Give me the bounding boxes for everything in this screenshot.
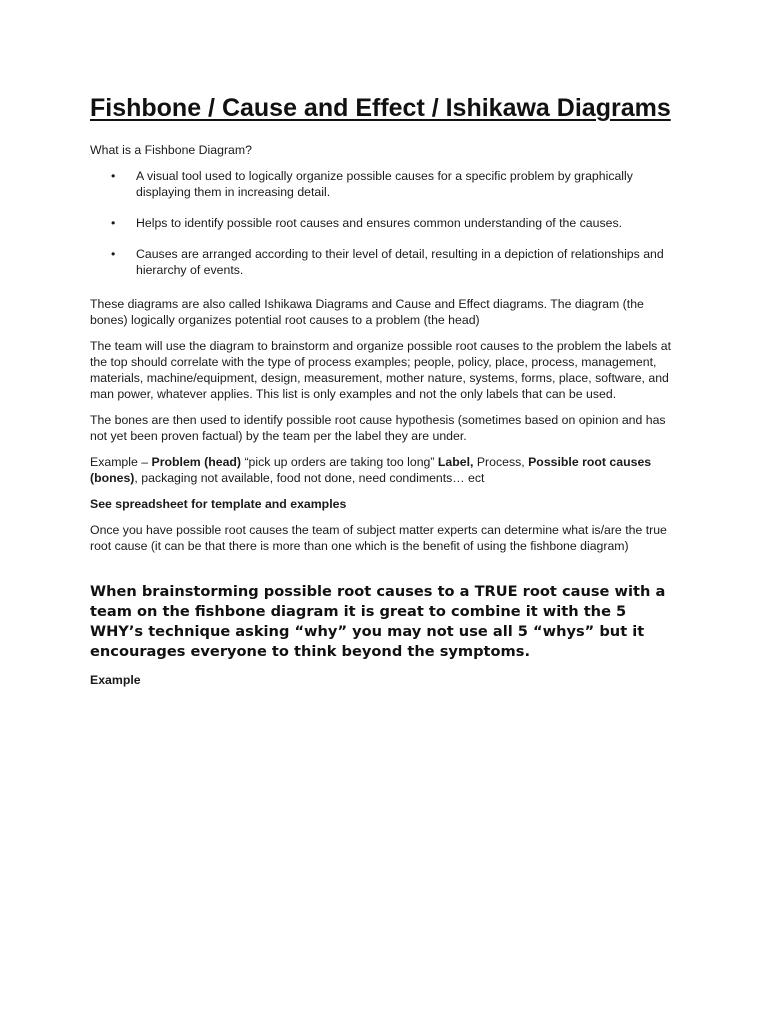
- example-paragraph: [90, 454, 680, 486]
- bullet-list: [90, 168, 680, 278]
- list-item-text: Helps to identify possible root causes and ensures common understanding of the causes.: [136, 216, 623, 230]
- label-text: Process,: [473, 455, 529, 469]
- intro-question: What is a Fishbone Diagram?: [90, 143, 252, 157]
- list-item-text: Causes are arranged according to their level of detail, resulting in a depiction of relationships and hierarchy of events.: [136, 247, 664, 277]
- list-item: [108, 246, 680, 278]
- example-heading: Example: [90, 673, 141, 687]
- list-item: [108, 168, 680, 200]
- paragraph-also-called: These diagrams are also called Ishikawa Diagrams and Cause and Effect diagrams. The diagram (the bones) logically organizes potential root causes to a problem (the head): [90, 297, 644, 327]
- paragraph-experts: Once you have possible root causes the team of subject matter experts can determine what is/are the true root cause (it can be that there is more than one which is the benefit of using the fishbone diagram): [90, 523, 667, 553]
- causes-label: Possible root causes (bones): [90, 455, 652, 485]
- problem-label: Problem (head): [151, 455, 242, 469]
- label-label: Label,: [437, 455, 474, 469]
- paragraph-team: The team will use the diagram to brainstorm and organize possible root causes to the problem the labels at the top should correlate with the type of process examples; people, policy, place, process, management, materials, machine/equipment, design, measurement, mother nature, systems, forms, place, software, and man power, whatever applies. This list is only examples and not the only labels that can be used.: [90, 339, 671, 401]
- spreadsheet-note: See spreadsheet for template and examples: [90, 497, 347, 511]
- page-title: Fishbone / Cause and Effect / Ishikawa Diagrams: [90, 94, 671, 122]
- example-prefix: Example –: [90, 455, 152, 469]
- bullet-icon: •: [111, 169, 116, 183]
- causes-text: , packaging not available, food not done, need condiments… ect: [134, 471, 485, 485]
- bullet-icon: •: [111, 247, 116, 261]
- list-item: [108, 215, 680, 231]
- list-item-text: A visual tool used to logically organize possible causes for a specific problem by graphically displaying them in increasing detail.: [136, 169, 633, 199]
- problem-text: “pick up orders are taking too long”: [241, 455, 438, 469]
- bullet-icon: •: [111, 216, 116, 230]
- paragraph-bones: The bones are then used to identify possible root cause hypothesis (sometimes based on opinion and has not yet been proven factual) by the team per the label they are under.: [90, 413, 666, 443]
- callout-text: When brainstorming possible root causes to a TRUE root cause with a team on the fishbone diagram it is great to combine it with the 5 WHY’s technique asking “why” you may not use all 5 “whys” but it encourages everyone to think beyond the symptoms.: [90, 583, 666, 660]
